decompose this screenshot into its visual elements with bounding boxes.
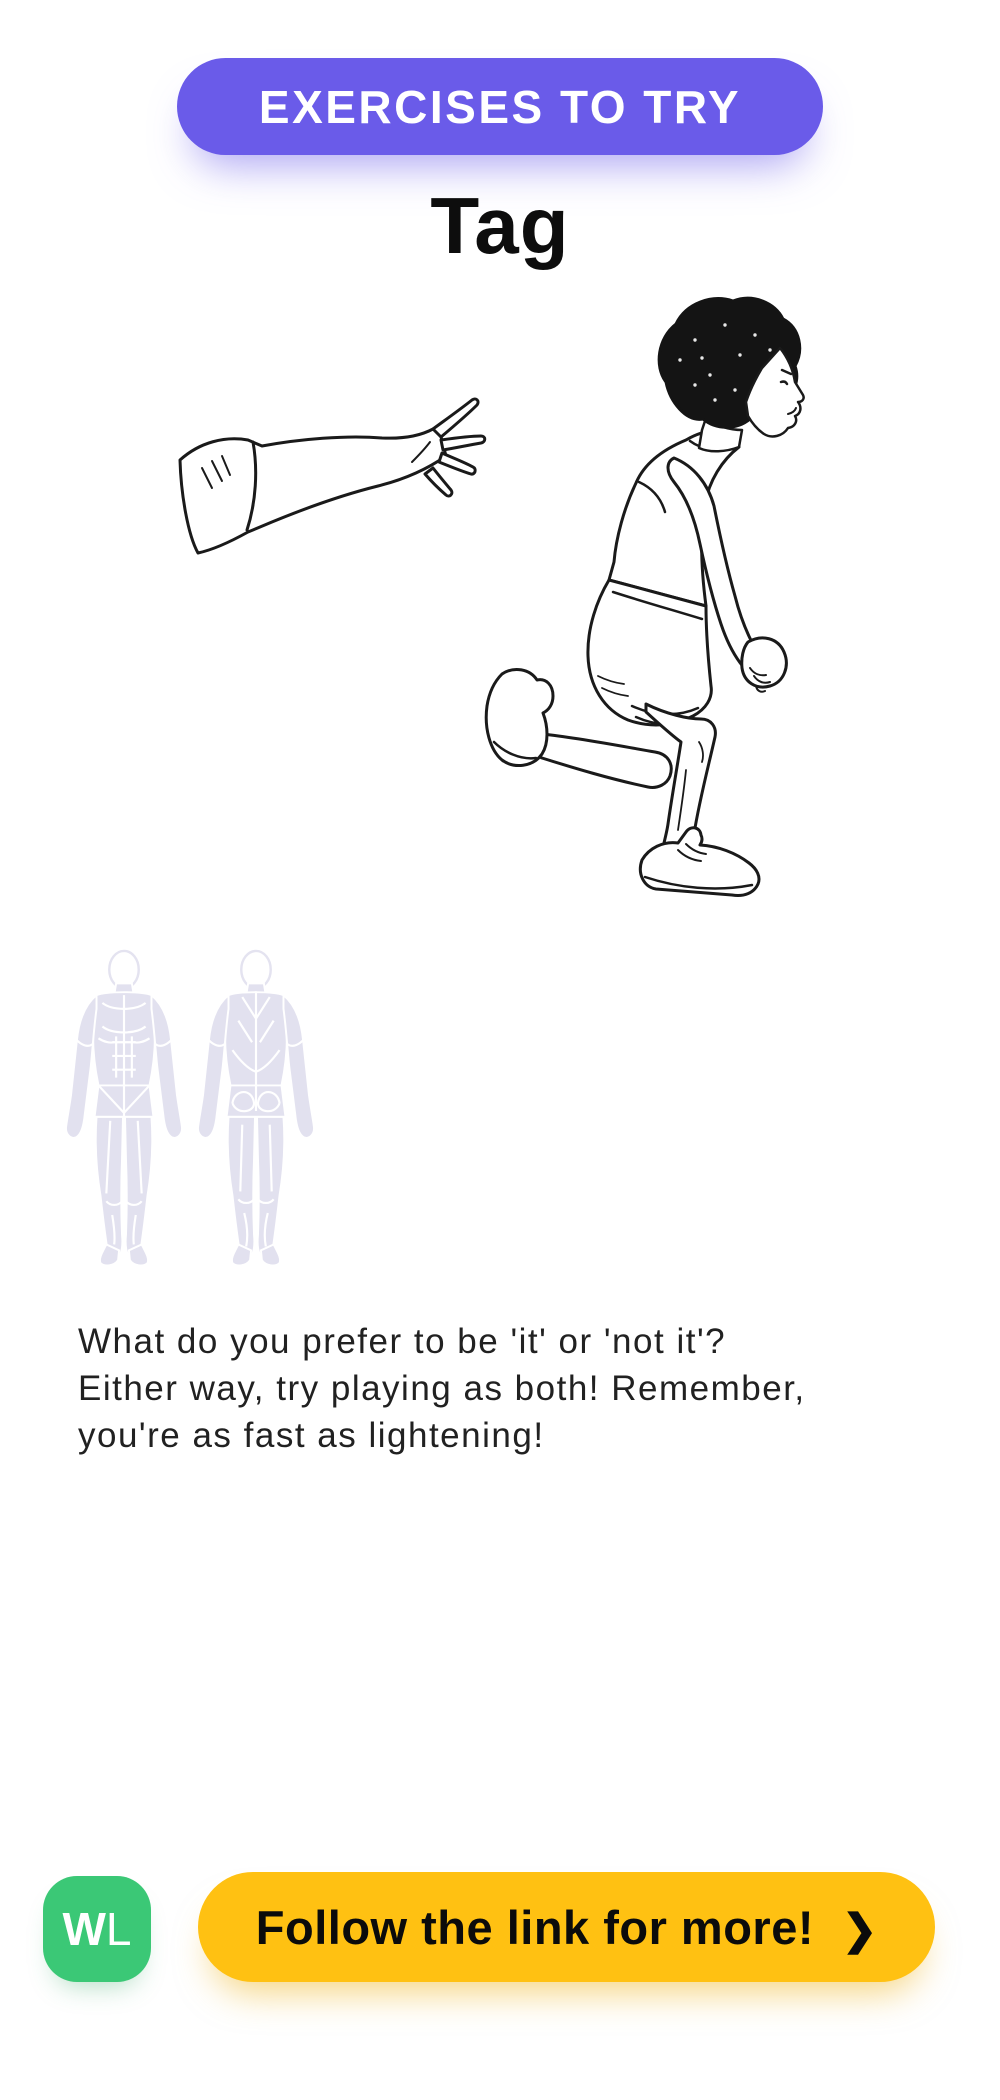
- description-line: you're as fast as lightening!: [78, 1416, 545, 1455]
- muscle-diagram: [62, 948, 318, 1268]
- muscle-figure-back-icon: [194, 948, 318, 1268]
- follow-link-button[interactable]: [198, 1872, 935, 1982]
- exercise-description: [78, 1318, 958, 1459]
- exercise-title: Tag: [430, 181, 570, 270]
- workoutlabs-logo-letter-l: L: [105, 1903, 132, 1955]
- exercises-banner-label: EXERCISES TO TRY: [258, 80, 742, 133]
- tag-exercise-illustration: [150, 290, 810, 920]
- follow-link-button-label: Follow the link for more!: [255, 1900, 815, 1954]
- workoutlabs-logo[interactable]: [43, 1876, 151, 1982]
- workoutlabs-logo-letter-w: W: [62, 1903, 106, 1955]
- chevron-right-icon: ❯: [842, 1905, 878, 1953]
- exercises-banner: [177, 58, 823, 155]
- running-child-icon: [486, 298, 803, 895]
- muscle-figure-front-icon: [62, 948, 186, 1268]
- description-line: Either way, try playing as both! Remember,: [78, 1369, 806, 1408]
- description-line: What do you prefer to be 'it' or 'not it'?: [78, 1322, 727, 1361]
- reaching-arm-icon: [180, 399, 485, 553]
